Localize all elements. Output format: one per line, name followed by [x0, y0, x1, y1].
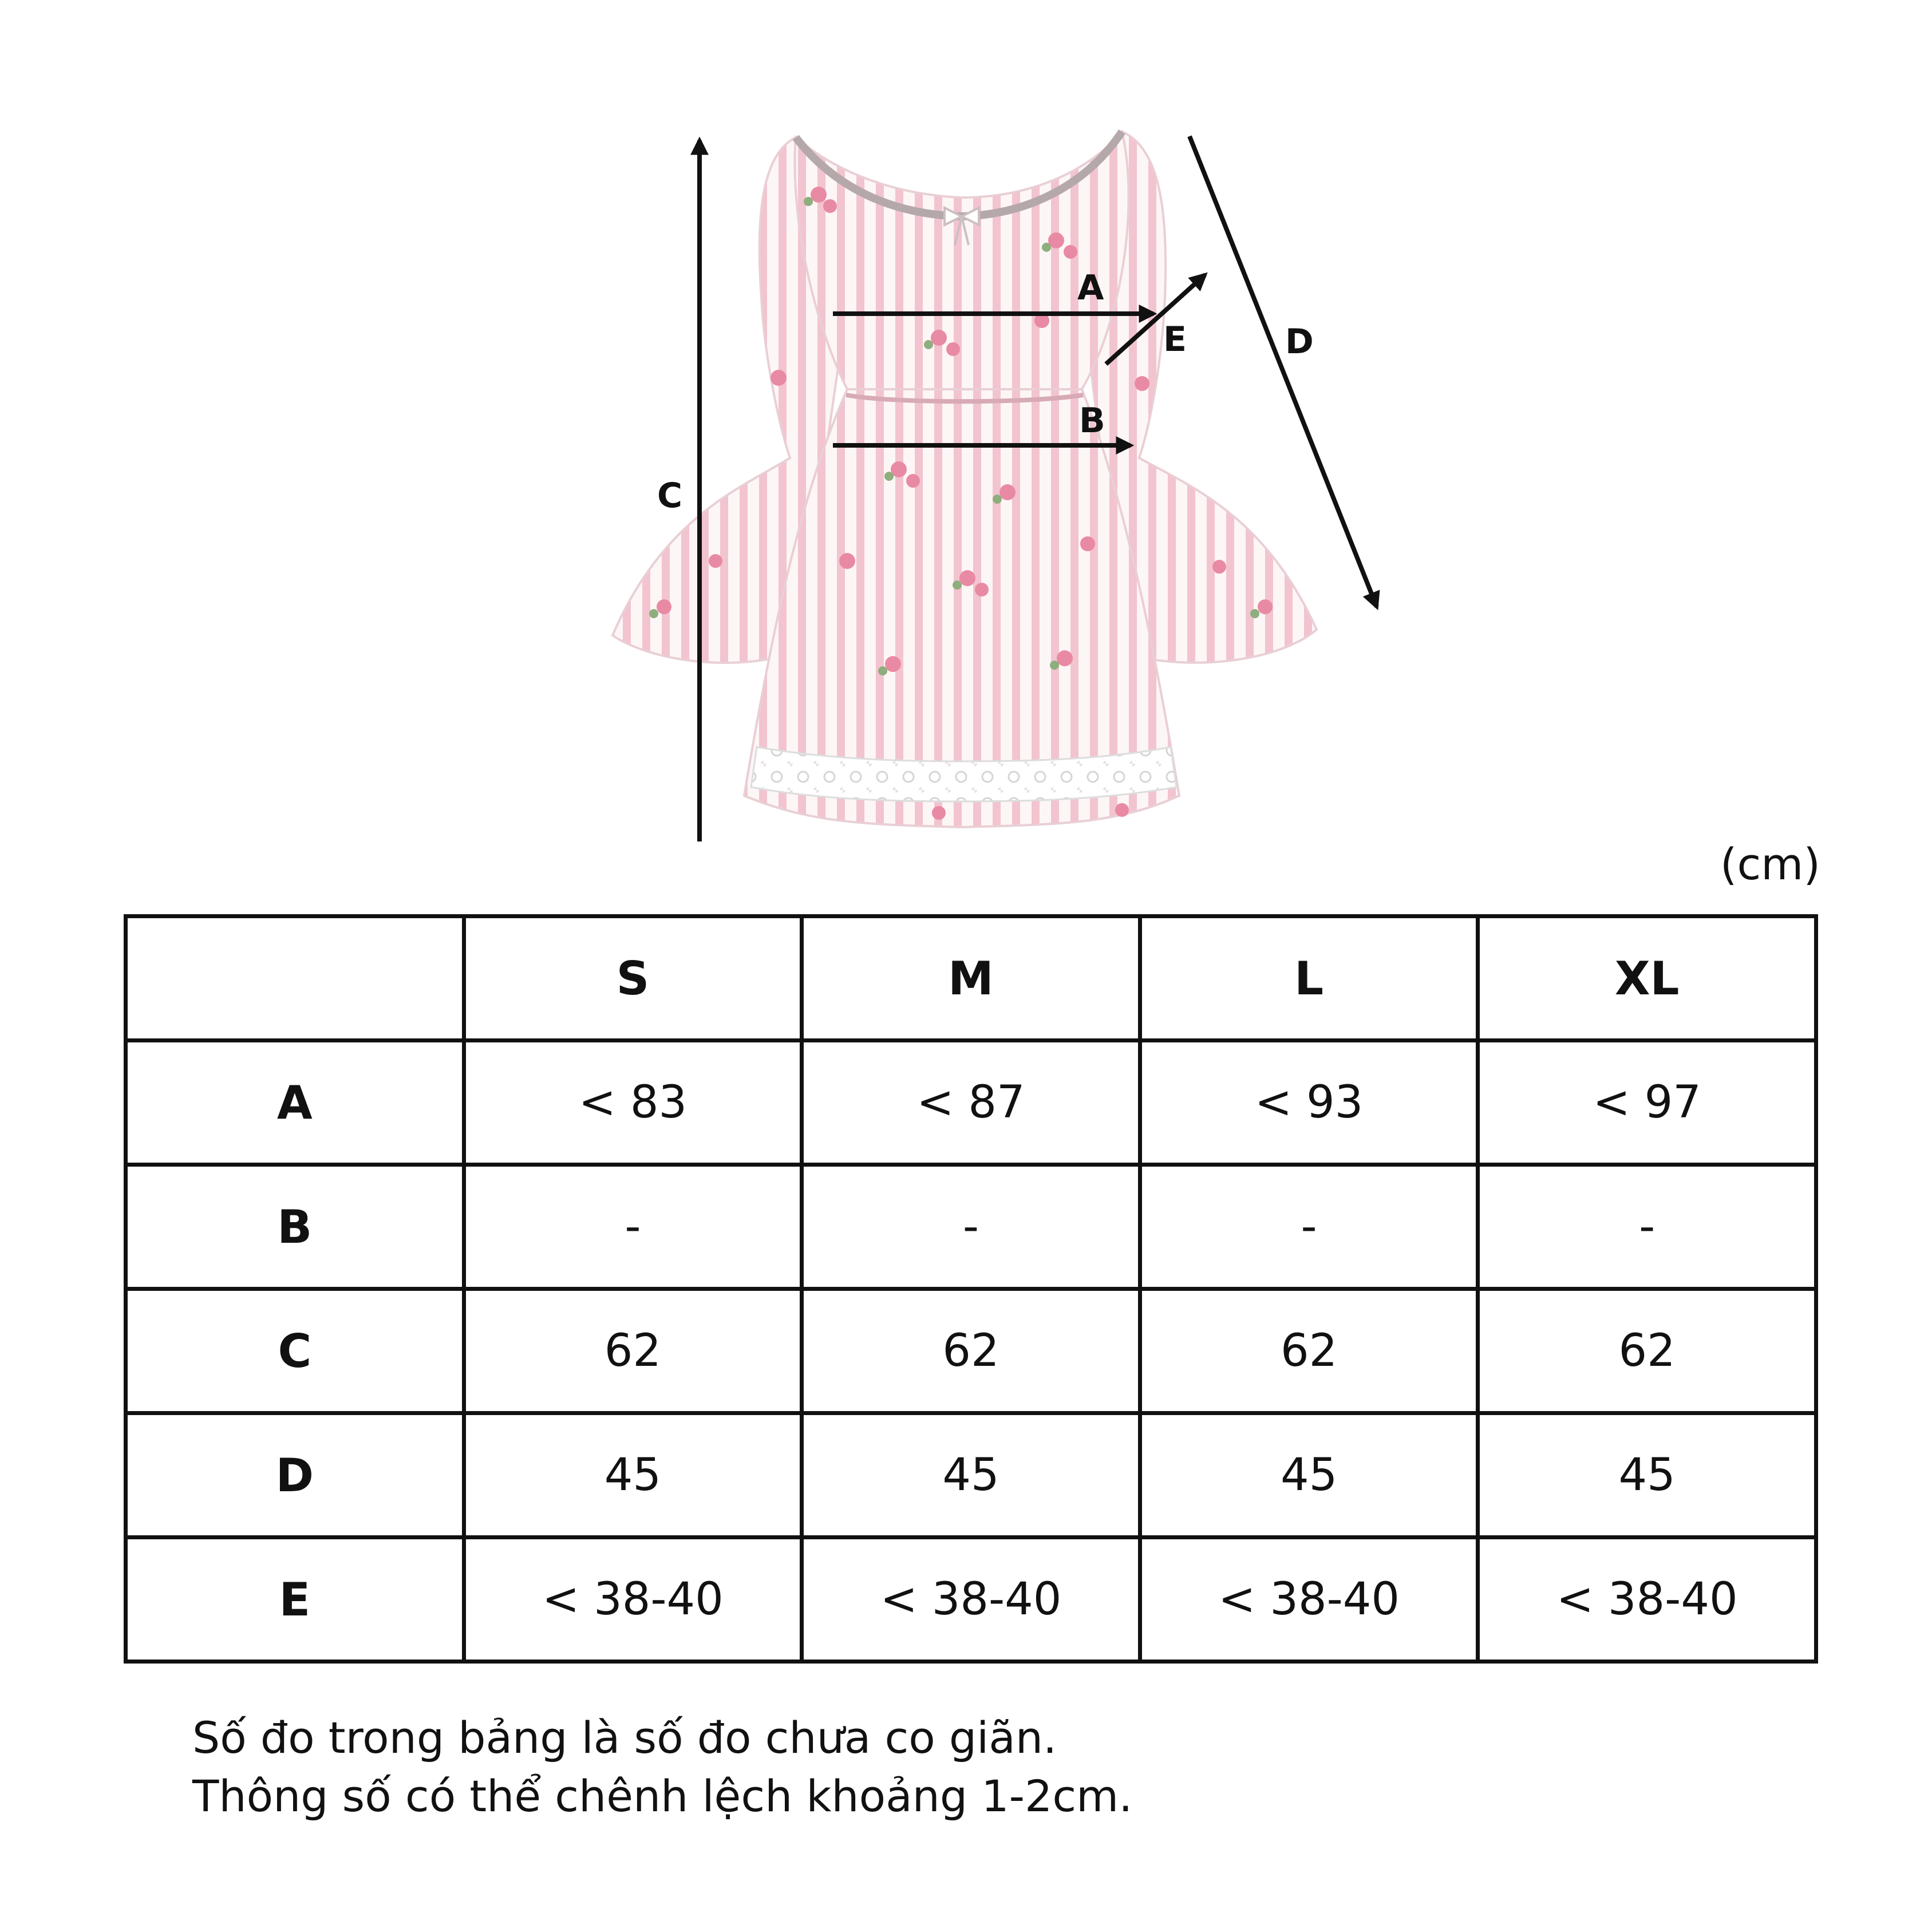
bodice: [795, 132, 1128, 389]
corner-cell: [126, 916, 464, 1041]
table-row: [126, 1413, 1816, 1538]
cell-b-s: -: [464, 1165, 802, 1289]
garment-image: [613, 132, 1317, 827]
row-label-c: C: [126, 1289, 464, 1413]
row-label-d: D: [126, 1413, 464, 1538]
cell-a-xl: < 97: [1478, 1041, 1816, 1165]
cell-e-m: < 38-40: [802, 1538, 1140, 1662]
cell-d-xl: 45: [1478, 1413, 1816, 1538]
cell-d-m: 45: [802, 1413, 1140, 1538]
note-line-1: Số đo trong bảng là số đo chưa co giãn.: [192, 1712, 1057, 1763]
cell-a-l: < 93: [1140, 1041, 1478, 1165]
table-row: [126, 1165, 1816, 1289]
cell-b-l: -: [1140, 1165, 1478, 1289]
cell-a-m: < 87: [802, 1041, 1140, 1165]
cell-e-s: < 38-40: [464, 1538, 802, 1662]
note-line-2: Thông số có thể chênh lệch khoảng 1-2cm.: [192, 1771, 1133, 1822]
cell-c-xl: 62: [1478, 1289, 1816, 1413]
cell-e-xl: < 38-40: [1478, 1538, 1816, 1662]
table-row: [126, 1289, 1816, 1413]
label-e: E: [1163, 319, 1187, 359]
size-chart-table: [124, 914, 1818, 1664]
cell-b-m: -: [802, 1165, 1140, 1289]
cell-c-s: 62: [464, 1289, 802, 1413]
table-row: [126, 1538, 1816, 1662]
cell-c-m: 62: [802, 1289, 1140, 1413]
cell-d-l: 45: [1140, 1413, 1478, 1538]
cell-b-xl: -: [1478, 1165, 1816, 1289]
cell-e-l: < 38-40: [1140, 1538, 1478, 1662]
row-label-e: E: [126, 1538, 464, 1662]
label-a: A: [1077, 268, 1104, 308]
cell-a-s: < 83: [464, 1041, 802, 1165]
cell-c-l: 62: [1140, 1289, 1478, 1413]
size-diagram: [0, 0, 1932, 859]
size-header-s: S: [464, 916, 802, 1041]
size-header-l: L: [1140, 916, 1478, 1041]
row-label-b: B: [126, 1165, 464, 1289]
size-header-xl: XL: [1478, 916, 1816, 1041]
size-header-m: M: [802, 916, 1140, 1041]
label-d: D: [1285, 322, 1314, 362]
label-c: C: [657, 476, 683, 516]
cell-d-s: 45: [464, 1413, 802, 1538]
table-header-row: [126, 916, 1816, 1041]
label-b: B: [1079, 401, 1105, 441]
row-label-a: A: [126, 1041, 464, 1165]
unit-label: (cm): [1720, 839, 1820, 890]
table-row: [126, 1041, 1816, 1165]
measurement-notes: [192, 1709, 1681, 1826]
